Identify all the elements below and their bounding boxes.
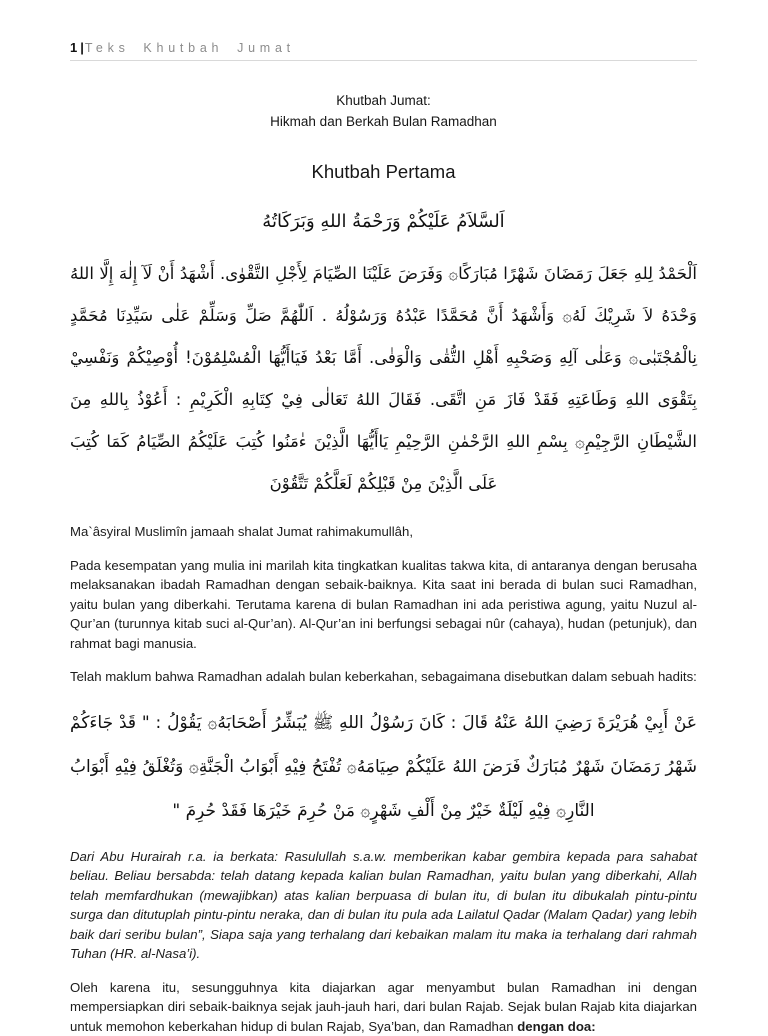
arabic-hadith: عَنْ أَبِيْ هُرَيْرَةَ رَضِيَ اللهُ عَنْهُ قَالَ : كَانَ رَسُوْلُ اللهِ ﷺ يُبَشِّرُ أَصْحَابَهُ۞ يَقُوْلُ : " قَدْ جَاءَكُمْ شَهْرُ رَمَضَانَ شَهْرٌ مُبَارَكٌ فَرَضَ اللهُ عَلَيْكُمْ صِيَامَهُ۞ تُفْتَحُ فِيْهِ أَبْوَابُ الْجَنَّةِ۞ وَتُغْلَقُ فِيْهِ أَبْوَابُ النَّارِ۞ فِيْهِ لَيْلَةٌ خَيْرٌ مِنْ أَلْفِ شَهْرٍ۞ مَنْ حُرِمَ خَيْرَهَا فَقَدْ حُرِمَ " — [70, 701, 697, 833]
paragraph-hadits-intro: Telah maklum bahwa Ramadhan adalah bulan keberkahan, sebagaimana disebutkan dalam sebuah hadits: — [70, 667, 697, 687]
document-title-line2: Hikmah dan Berkah Bulan Ramadhan — [70, 111, 697, 132]
page-number: 1 — [70, 40, 78, 55]
salutation-line: Ma`âsyiral Muslimîn jamaah shalat Jumat rahimakumullâh, — [70, 522, 697, 542]
arabic-salam: اَلسَّلاَمُ عَلَيْكُمْ وَرَحْمَةُ اللهِ وَبَرَكَاتُهُ — [70, 207, 697, 237]
paragraph-takwa: Pada kesempatan yang mulia ini marilah kita tingkatkan kualitas takwa kita, di antaranya dengan berusaha melaksanakan ibadah Ramadhan dengan sebaik-baiknya. Kita saat ini berada di bulan suci Ramadhan, yaitu bulan yang diberkahi. Terutama karena di bulan Ramadhan ini ada peristiwa agung, yaitu Nuzul al-Qur’an (turunnya kitab suci al-Qur’an). Al-Qur’an ini berfungsi sebagai nûr (cahaya), hudan (petunjuk), dan rahmat bagi manusia. — [70, 556, 697, 654]
header-divider: | — [80, 40, 84, 55]
header-title: Teks Khutbah Jumat — [85, 41, 295, 55]
paragraph-closing-bold: dengan doa: — [517, 1019, 595, 1034]
paragraph-closing-body: Oleh karena itu, sesungguhnya kita diajarkan agar menyambut bulan Ramadhan ini dengan mempersiapkan diri sebaik-baiknya sejak jauh-jauh hari, dari bulan Rajab. Sejak bulan Rajab kita diajarkan untuk memohon keberkahan hidup di bulan Rajab, Sya’ban, dan Ramadhan — [70, 980, 697, 1034]
section-heading: Khutbah Pertama — [70, 161, 697, 183]
document-title — [70, 90, 697, 132]
paragraph-hadith-translation: Dari Abu Hurairah r.a. ia berkata: Rasulullah s.a.w. memberikan kabar gembira kepada para sahabat beliau. Beliau bersabda: telah datang kepada kalian bulan Ramadhan, yaitu bulan yang diberkahi, Allah telah memfardhukan (mewajibkan) atas kalian berpuasa di bulan itu, di bulan itu dibukalah pintu-pintu surga dan ditutuplah pintu-pintu neraka, dan di bulan itu pula ada Lailatul Qadar (Malam Qadar) yang lebih baik dari seribu bulan”, Siapa saja yang terhalang dari kebaikan malam itu maka ia terhalang dari rahmah Tuhan (HR. al-Nasa’i). — [70, 847, 697, 964]
running-header — [70, 40, 697, 61]
document-title-line1: Khutbah Jumat: — [70, 90, 697, 111]
paragraph-closing — [70, 978, 697, 1036]
arabic-opening-khutbah: اَلْحَمْدُ لِلهِ جَعَلَ رَمَضَانَ شَهْرًا مُبَارَكًا۞ وَفَرَضَ عَلَيْنَا الصِّيَامَ لِأَجْلِ التَّقْوٰى. أَشْهَدُ أَنْ لَآ إِلٰهَ إِلَّا اللهُ وَحْدَهُ لاَ شَرِيْكَ لَهُ۞ وَأَشْهَدُ أَنَّ مُحَمَّدًا عَبْدُهُ وَرَسُوْلُهُ . اَللّٰهُمَّ صَلِّ وَسَلِّمْ عَلٰى سَيِّدِنَا مُحَمَّدٍ نِالْمُجْتَبٰى۞ وَعَلٰى آلِهِ وَصَحْبِهِ أَهْلِ التُّقٰى وَالْوَفٰى. أَمَّا بَعْدُ فَيَاأَيُّهَا الْمُسْلِمُوْنَ! أُوْصِيْكُمْ وَنَفْسِيْ بِتَقْوَى اللهِ وَطَاعَتِهِ فَقَدْ فَازَ مَنِ اتَّقَى. فَقَالَ اللهُ تَعَالٰى فِيْ كِتَابِهِ الْكَرِيْمِ : أَعُوْذُ بِاللهِ مِنَ الشَّيْطَانِ الرَّجِيْمِ۞ بِسْمِ اللهِ الرَّحْمٰنِ الرَّحِيْمِ يَاأَيُّهَا الَّذِيْنَ ءٰمَنُوا كُتِبَ عَلَيْكُمُ الصِّيَامُ كَمَا كُتِبَ عَلَى الَّذِيْنَ مِنْ قَبْلِكُمْ لَعَلَّكُمْ تَتَّقُوْنَ — [70, 253, 697, 505]
